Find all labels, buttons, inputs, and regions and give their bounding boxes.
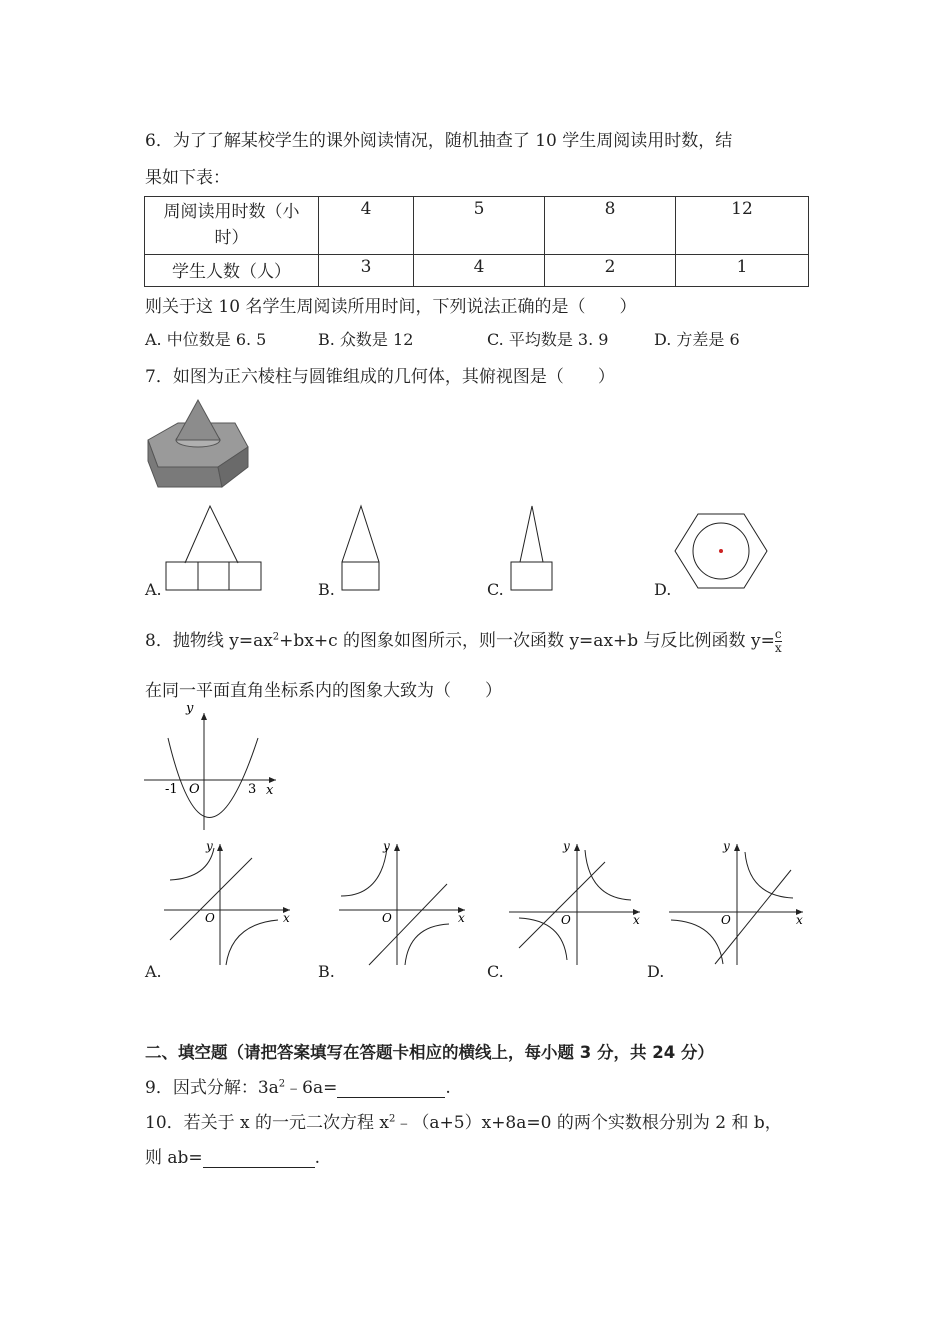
origin-label: O [561, 913, 571, 927]
q6-option-a: A. 中位数是 6. 5 [145, 330, 267, 349]
solid-figure-image [140, 395, 255, 495]
q10-line2 [145, 1143, 320, 1168]
frac-denominator: x [774, 641, 782, 655]
parabola-graph [140, 701, 280, 835]
axis-x-label: x [283, 911, 290, 925]
answer-blank[interactable] [337, 1081, 445, 1098]
q9-end: . [445, 1078, 451, 1098]
graph-option-d [665, 840, 810, 970]
q10-text-a: 10．若关于 x 的一元二次方程 x [145, 1113, 390, 1133]
section-heading: 二、填空题（请把答案填写在答题卡相应的横线上，每小题 3 分，共 24 分） [145, 1043, 714, 1062]
three-label: 3 [248, 782, 257, 797]
q10-line1 [145, 1108, 782, 1133]
q10-text-c: 则 ab= [145, 1148, 203, 1168]
q6-line2: 果如下表： [145, 168, 230, 188]
axis-x-label: x [458, 911, 465, 925]
axis-x-label: x [796, 913, 803, 927]
q8-line2: 在同一平面直角坐标系内的图象大致为（ ） [145, 681, 502, 701]
neg1-label: -1 [165, 782, 178, 797]
q8-option-a: A. [145, 962, 162, 981]
axis-x-label: x [266, 783, 274, 798]
table-cell: 12 [676, 197, 809, 255]
q6-option-d: D. 方差是 6 [654, 330, 740, 349]
graph-option-b [335, 840, 470, 970]
q6-question: 则关于这 10 名学生周阅读所用时间，下列说法正确的是（ ） [145, 297, 637, 317]
q8-text-b: +bx+c 的图象如图所示，则一次函数 y=ax+b 与反比例函数 y= [279, 631, 775, 651]
table-cell: 3 [319, 255, 414, 287]
table-cell: 8 [545, 197, 676, 255]
graph-option-c [505, 840, 645, 970]
q9-text-b: ﹣6a= [285, 1078, 338, 1098]
q7-option-d: D. [654, 580, 672, 599]
axis-y-label: y [563, 839, 570, 853]
axis-y-label: y [186, 701, 194, 716]
q8-option-b: B. [318, 962, 335, 981]
q10-sup: 2 [389, 1113, 396, 1125]
table-header-students: 学生人数（人） [145, 255, 319, 287]
graph-option-a [160, 840, 295, 970]
answer-blank[interactable] [203, 1151, 315, 1168]
q9-line [145, 1073, 451, 1098]
q6-line1: 6．为了了解某校学生的课外阅读情况，随机抽查了 10 学生周阅读用时数，结 [145, 131, 733, 151]
q7-question: 7．如图为正六棱柱与圆锥组成的几何体，其俯视图是（ ） [145, 367, 615, 387]
table-cell: 4 [414, 255, 545, 287]
origin-label: O [721, 913, 731, 927]
axis-y-label: y [383, 839, 390, 853]
fraction-c-over-x [775, 628, 782, 655]
q7-option-a: A. [145, 580, 162, 599]
view-option-b [335, 498, 395, 598]
view-option-a [160, 498, 270, 598]
q6-option-c: C. 平均数是 3. 9 [487, 330, 609, 349]
origin-label: O [382, 911, 392, 925]
view-option-d [672, 510, 772, 595]
q8-option-d: D. [647, 962, 665, 981]
table-cell: 5 [414, 197, 545, 255]
q9-sup: 2 [278, 1078, 286, 1090]
axis-x-label: x [633, 913, 640, 927]
q8-line1 [145, 626, 782, 655]
q10-end: . [314, 1148, 321, 1168]
q9-text-a: 9．因式分解：3a [145, 1078, 279, 1098]
view-option-c [505, 498, 565, 598]
table-cell: 2 [545, 255, 676, 287]
table-header-hours: 周阅读用时数（小时） [145, 197, 319, 255]
table-cell: 1 [676, 255, 809, 287]
q8-text-a: 8．抛物线 y=ax [145, 631, 273, 651]
axis-y-label: y [206, 839, 213, 853]
q7-option-b: B. [318, 580, 335, 599]
q8-sup: 2 [272, 631, 280, 643]
q10-text-b: ﹣（a+5）x+8a=0 的两个实数根分别为 2 和 b， [395, 1113, 782, 1133]
frac-numerator: c [774, 627, 782, 641]
origin-label: O [205, 911, 215, 925]
q6-table [144, 196, 809, 287]
q7-option-c: C. [487, 580, 504, 599]
q6-option-b: B. 众数是 12 [318, 330, 414, 349]
axis-y-label: y [723, 839, 730, 853]
table-cell: 4 [319, 197, 414, 255]
origin-label: O [189, 782, 200, 797]
q8-option-c: C. [487, 962, 504, 981]
